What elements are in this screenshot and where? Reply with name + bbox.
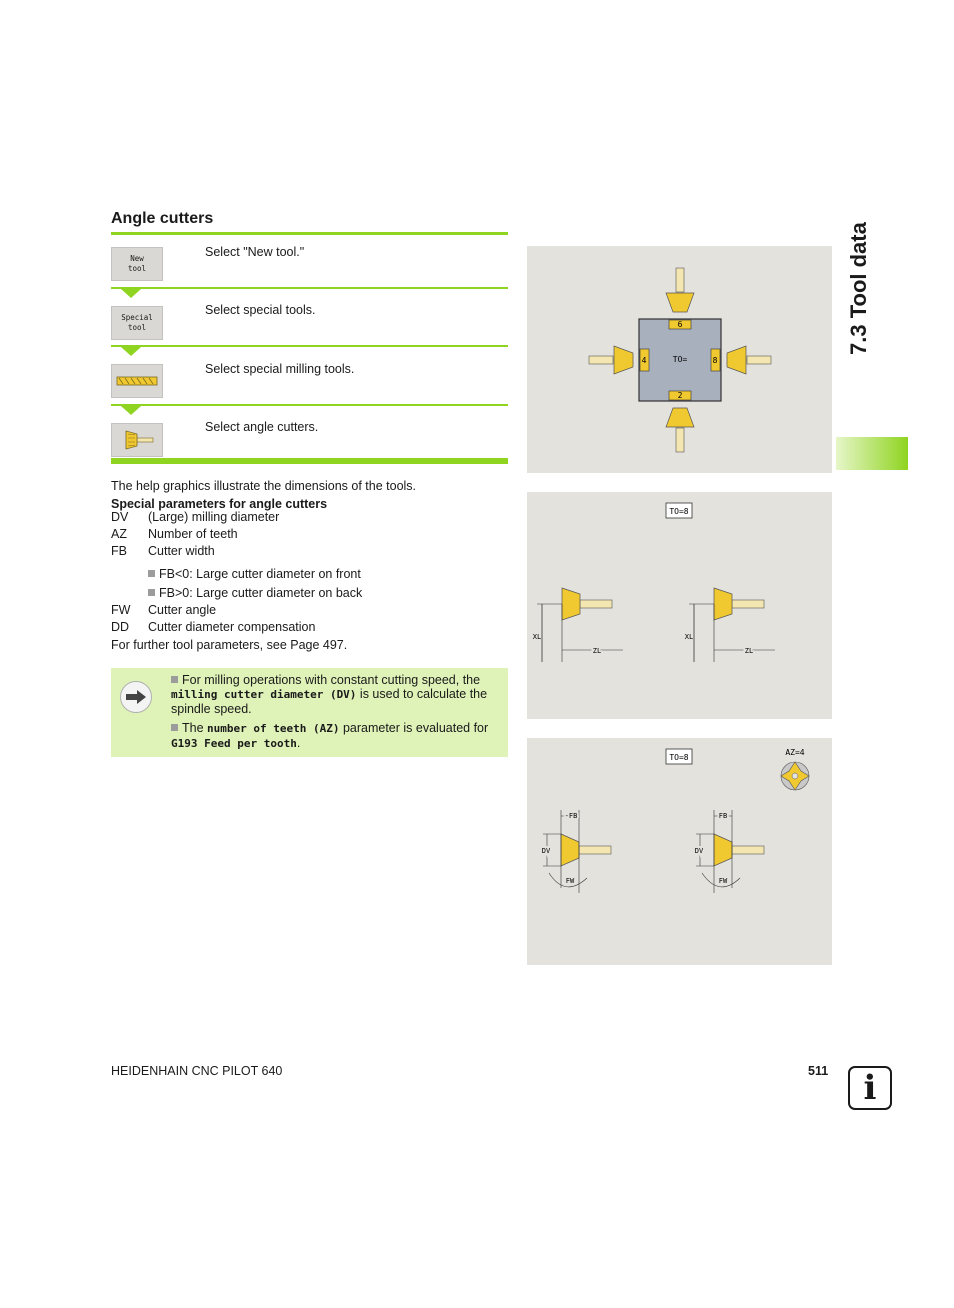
step-text: Select angle cutters. bbox=[205, 420, 319, 434]
param-code: FW bbox=[111, 603, 131, 617]
length-figure bbox=[527, 492, 832, 719]
orientation-label-8: 8 bbox=[712, 356, 718, 365]
diameter-figure bbox=[527, 738, 832, 965]
step-text: Select special tools. bbox=[205, 303, 316, 317]
az-label: AZ=4 bbox=[785, 748, 805, 757]
dv-label-left: DV bbox=[541, 847, 551, 855]
angle-cutter-softkey[interactable] bbox=[111, 423, 163, 457]
fb-option-front: FB<0: Large cutter diameter on front bbox=[148, 567, 361, 581]
step-row-milling-tools bbox=[111, 350, 508, 402]
param-row-fb bbox=[111, 544, 215, 558]
orientation-label-4: 4 bbox=[641, 356, 647, 365]
fb-label-right: FB bbox=[718, 812, 728, 820]
chapter-tab-marker bbox=[836, 437, 908, 470]
milling-tool-softkey[interactable] bbox=[111, 364, 163, 398]
bullet-icon bbox=[171, 676, 178, 683]
milling-tool-icon bbox=[115, 374, 159, 388]
fw-label-left: FW bbox=[565, 877, 575, 885]
cutter-face-icon bbox=[781, 762, 809, 790]
steps-end-rule bbox=[111, 458, 508, 464]
param-row-dv bbox=[111, 510, 279, 524]
info-icon: i bbox=[848, 1066, 892, 1110]
bullet-icon bbox=[148, 570, 155, 577]
chapter-title: 7.3 Tool data bbox=[846, 222, 871, 355]
param-code: AZ bbox=[111, 527, 127, 541]
param-desc: (Large) milling diameter bbox=[148, 510, 280, 524]
param-desc: Cutter angle bbox=[148, 603, 217, 617]
zl-label-left: ZL bbox=[592, 647, 602, 655]
fw-label-right: FW bbox=[718, 877, 728, 885]
new-tool-softkey[interactable]: New tool bbox=[111, 247, 163, 281]
footer-manual-title: HEIDENHAIN CNC PILOT 640 bbox=[111, 1064, 283, 1078]
step-row-special-tool bbox=[111, 292, 508, 344]
note-box bbox=[111, 668, 508, 757]
xl-label-right: XL bbox=[684, 633, 694, 641]
intro-text: The help graphics illustrate the dimensions of the tools. bbox=[111, 479, 417, 493]
param-code: DV bbox=[111, 510, 129, 524]
orientation-to-label: TO= bbox=[672, 355, 688, 364]
fb-label-left: -FB bbox=[564, 812, 578, 820]
arrow-right-icon bbox=[120, 681, 152, 713]
note-bullet-1: For milling operations with constant cutting speed, the milling cutter diameter (DV) is used to calculate the spindle speed. bbox=[171, 673, 488, 716]
step-row-angle-cutters bbox=[111, 409, 508, 461]
orientation-figure bbox=[527, 246, 832, 473]
fb-option-back: FB>0: Large cutter diameter on back bbox=[148, 586, 362, 600]
note-bullet-2: The number of teeth (AZ) parameter is evaluated for G193 Feed per tooth. bbox=[171, 721, 489, 750]
further-params-text: For further tool parameters, see Page 497. bbox=[111, 638, 348, 652]
step-divider bbox=[111, 287, 508, 289]
param-desc: Number of teeth bbox=[148, 527, 238, 541]
step-text: Select "New tool." bbox=[205, 245, 305, 259]
special-tool-softkey[interactable]: Special tool bbox=[111, 306, 163, 340]
xl-label-left: XL bbox=[532, 633, 542, 641]
step-text: Select special milling tools. bbox=[205, 362, 355, 376]
param-row-dd bbox=[111, 620, 315, 634]
params-heading: Special parameters for angle cutters bbox=[111, 497, 328, 511]
orientation-label-2: 2 bbox=[677, 391, 683, 400]
section-title: Angle cutters bbox=[111, 210, 214, 227]
param-row-az bbox=[111, 527, 238, 541]
length-tag: TO=8 bbox=[669, 507, 689, 516]
param-code: FB bbox=[111, 544, 127, 558]
step-divider bbox=[111, 345, 508, 347]
zl-label-right: ZL bbox=[744, 647, 754, 655]
page-number: 511 bbox=[808, 1064, 829, 1078]
param-code: DD bbox=[111, 620, 130, 634]
param-row-fw bbox=[111, 603, 216, 617]
step-row-new-tool bbox=[111, 235, 508, 287]
angle-cutter-icon bbox=[117, 427, 157, 453]
param-desc: Cutter width bbox=[148, 544, 215, 558]
orientation-label-6: 6 bbox=[677, 320, 683, 329]
dv-label-right: DV bbox=[694, 847, 704, 855]
diameter-tag: TO=8 bbox=[669, 753, 689, 762]
param-desc: Cutter diameter compensation bbox=[148, 620, 316, 634]
bullet-icon bbox=[148, 589, 155, 596]
step-divider bbox=[111, 404, 508, 406]
bullet-icon bbox=[171, 724, 178, 731]
